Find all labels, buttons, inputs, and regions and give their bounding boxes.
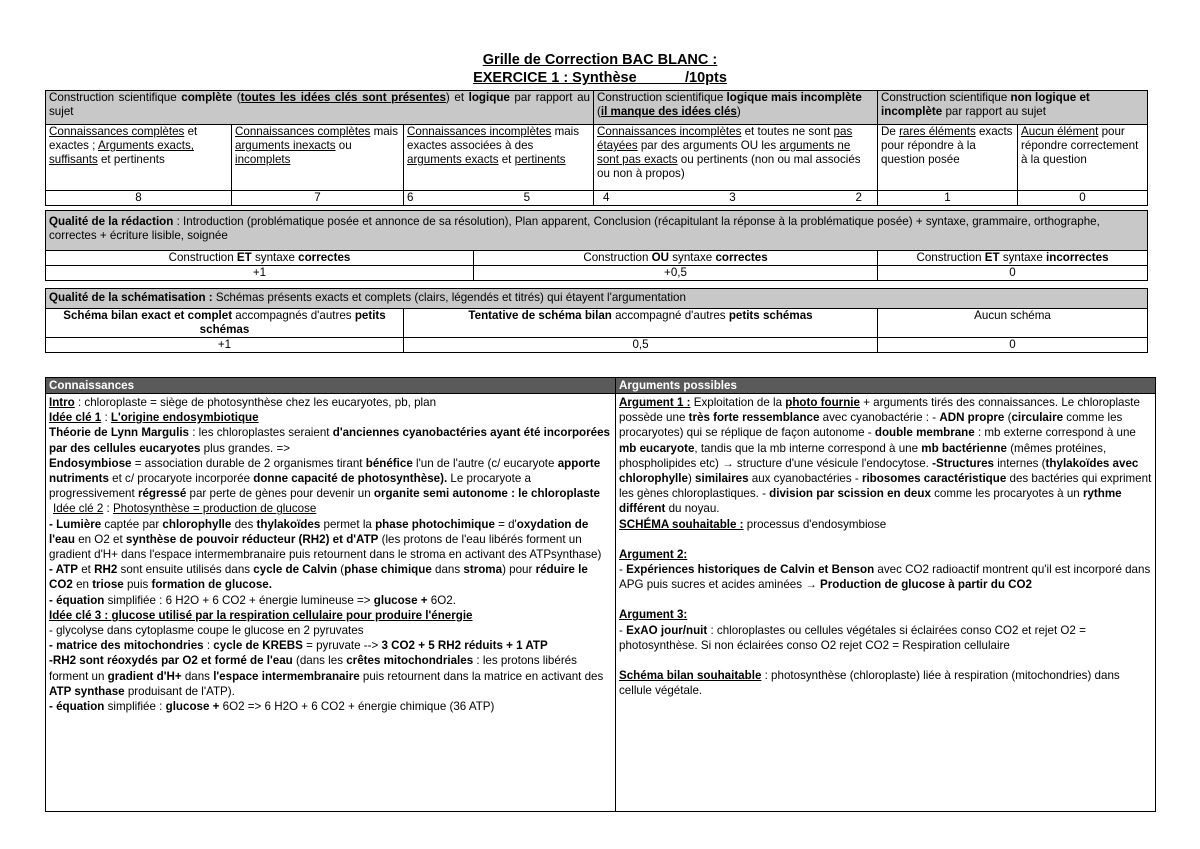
lumiere-paragraph: - Lumière captée par chlorophylle des thylakoïdes permet la phase photochimique = d'oxydation de l'eau en O2 et synthèse de pouvoir réducteur (RH2) et d'ATP (les protons de l'eau libérés forment un gradient d'H+ dans l'espace intermembranaire puis retournent dans le stroma en activant des ATPsynthase)	[49, 517, 602, 562]
schema-points	[46, 338, 1148, 353]
redaction-points-2: +0,5	[474, 266, 878, 281]
page-title: Grille de Correction BAC BLANC :	[482, 52, 718, 68]
grid-criteria-row	[46, 125, 1148, 191]
schema-option-1: Schéma bilan exact et complet accompagnés d'autres petits schémas	[46, 309, 404, 338]
criterion-6: Aucun élément pour répondre correctement à la question	[1018, 125, 1148, 191]
schema-options	[46, 309, 1148, 338]
redaction-option-2: Construction OU syntaxe correctes	[474, 251, 878, 266]
score-1: 1	[878, 191, 1018, 206]
idee-cle-3-heading: Idée clé 3 : glucose utilisé par la respiration cellulaire pour produire l'énergie	[49, 608, 473, 622]
schema-points-1: +1	[46, 338, 404, 353]
lower-body-row	[46, 394, 1156, 812]
schema-points-2: 0,5	[404, 338, 878, 353]
knowledge-arguments-table	[45, 377, 1156, 812]
schema-points-3: 0	[878, 338, 1148, 353]
score-6-5: 6 5	[404, 191, 594, 206]
score-0: 0	[1018, 191, 1148, 206]
page-subtitle: EXERCICE 1 : Synthèse /10pts	[473, 70, 727, 86]
argument-3: - ExAO jour/nuit : chloroplastes ou cellules végétales si éclairées conso CO2 et rejet O2 = photosynthèse. Si non éclairées conso O2 rejet CO2 = Respiration cellulaire	[619, 623, 1086, 652]
redaction-grid	[45, 210, 1148, 281]
idee-cle-2-heading: Idée clé 2 : Photosynthèse = production de glucose	[53, 502, 317, 516]
criterion-1: Connaissances complètes et exactes ; Arguments exacts, suffisants et pertinents	[46, 125, 232, 191]
redaction-header	[46, 211, 1148, 251]
grid-header-row	[46, 91, 1148, 125]
redaction-description: Qualité de la rédaction : Introduction (problématique posée et annonce de sa résolution), Plan apparent, Conclusion (récapitulant la réponse à la problématique posée) + syntaxe, grammaire, orthographe, correctes + écriture lisible, soignée	[46, 211, 1148, 251]
criterion-5: De rares éléments exacts pour répondre à la question posée	[878, 125, 1018, 191]
schema-grid	[45, 288, 1148, 353]
correction-grid	[45, 90, 1148, 206]
redaction-points	[46, 266, 1148, 281]
grid-score-row	[46, 191, 1148, 206]
redaction-option-3: Construction ET syntaxe incorrectes	[878, 251, 1148, 266]
atp-paragraph: - ATP et RH2 sont ensuite utilisés dans cycle de Calvin (phase chimique dans stroma) pour réduire le CO2 en triose puis formation de glucose.	[49, 563, 588, 592]
score-7: 7	[232, 191, 404, 206]
schema-header	[46, 289, 1148, 309]
redaction-points-1: +1	[46, 266, 474, 281]
argument-2: - Expériences historiques de Calvin et Benson avec CO2 radioactif montrent qu'il est incorporé dans APG puis sucres et acides aminées → Production de glucose à partir du CO2	[619, 563, 1151, 592]
glycolyse-line: - glycolyse dans cytoplasme coupe le glucose en 2 pyruvates	[49, 624, 364, 638]
equation-photosynthese: - équation simplifiée : 6 H2O + 6 CO2 + énergie lumineuse => glucose + 6O2.	[49, 593, 456, 607]
schema-option-2: Tentative de schéma bilan accompagné d'autres petits schémas	[404, 309, 878, 338]
header-complete: Construction scientifique complète (toutes les idées clés sont présentes) et logique par rapport au sujet	[46, 91, 594, 125]
argument-1: Argument 1 : Exploitation de la photo fournie + arguments tirés des connaissances. Le chloroplaste possède une très forte ressemblance avec cyanobactérie : - ADN propre (circulaire comme les procaryotes) qui se réplique de façon autonome - double membrane : mb externe correspond à une mb eucaryote, tandis que la mb interne correspond à une mb bactérienne (mêmes protéines, phospholipides etc) → structure d'une vésicule l'endocytose. -Structures internes (thylakoïdes avec chlorophylle) similaires aux cyanobactéries - ribosomes caractéristique des bactéries qui expriment les gènes chloroplastiques. - division par scission en deux comme les procaryotes à un rythme différent du noyau.	[619, 396, 1152, 516]
schema-bilan-souhaitable: Schéma bilan souhaitable : photosynthèse (chloroplaste) liée à respiration (mitochondries) dans cellule végétale.	[619, 669, 1120, 698]
equation-respiration: - équation simplifiée : glucose + 6O2 => 6 H2O + 6 CO2 + énergie chimique (36 ATP)	[49, 700, 495, 714]
arguments-header: Arguments possibles	[616, 378, 1156, 394]
knowledge-header: Connaissances	[46, 378, 616, 394]
redaction-option-1: Construction ET syntaxe correctes	[46, 251, 474, 266]
margulis-paragraph: Théorie de Lynn Margulis : les chloroplastes seraient d'anciennes cyanobactéries ayant été incorporées par des cellules eucaryotes plus grandes. =>	[49, 426, 610, 455]
schema-option-3: Aucun schéma	[878, 309, 1148, 338]
idee-cle-1-heading: Idée clé 1 : L'origine endosymbiotique	[49, 411, 259, 425]
criterion-3: Connaissances incomplètes mais exactes associées à des arguments exacts et pertinents	[404, 125, 594, 191]
endosymbiose-paragraph: Endosymbiose = association durable de 2 organismes tirant bénéfice l'un de l'autre (c/ eucaryote apporte nutriments et c/ procaryote incorporée donne capacité de photosynthèse). Le procaryote a progressivement régressé par perte de gènes pour devenir un organite semi autonome : le chloroplaste	[49, 456, 601, 501]
lower-header-row	[46, 378, 1156, 394]
schema-description: Qualité de la schématisation : Schémas présents exacts et complets (clairs, légendés et titrés) qui étayent l'argumentation	[46, 289, 1148, 309]
argument-2-label: Argument 2:	[619, 547, 688, 561]
rh2-paragraph: -RH2 sont réoxydés par O2 et formé de l'eau (dans les crêtes mitochondriales : les protons libérés forment un gradient d'H+ dans l'espace intermembranaire puis retournent dans la matrice en activant des ATP synthase produisant de l'ATP).	[49, 654, 604, 698]
score-8: 8	[46, 191, 232, 206]
knowledge-column	[46, 394, 616, 812]
intro-line: Intro : chloroplaste = siège de photosynthèse chez les eucaryotes, pb, plan	[49, 396, 437, 409]
argument-3-label: Argument 3:	[619, 608, 688, 622]
criterion-4: Connaissances incomplètes et toutes ne sont pas étayées par des arguments OU les arguments ne sont pas exacts ou pertinents (non ou mal associés ou non à propos)	[594, 125, 878, 191]
header-logic: Construction scientifique logique mais incomplète (il manque des idées clés)	[594, 91, 878, 125]
score-4-3-2: 4 3 2	[594, 191, 878, 206]
redaction-options	[46, 251, 1148, 266]
redaction-points-3: 0	[878, 266, 1148, 281]
criterion-2: Connaissances complètes mais arguments inexacts ou incomplets	[232, 125, 404, 191]
schema-souhaitable-1: SCHÉMA souhaitable : processus d'endosymbiose	[619, 517, 887, 531]
krebs-paragraph: - matrice des mitochondries : cycle de KREBS = pyruvate --> 3 CO2 + 5 RH2 réduits + 1 ATP	[49, 639, 548, 653]
arguments-column	[616, 394, 1156, 812]
header-nonlogic: Construction scientifique non logique et incomplète par rapport au sujet	[878, 91, 1148, 125]
